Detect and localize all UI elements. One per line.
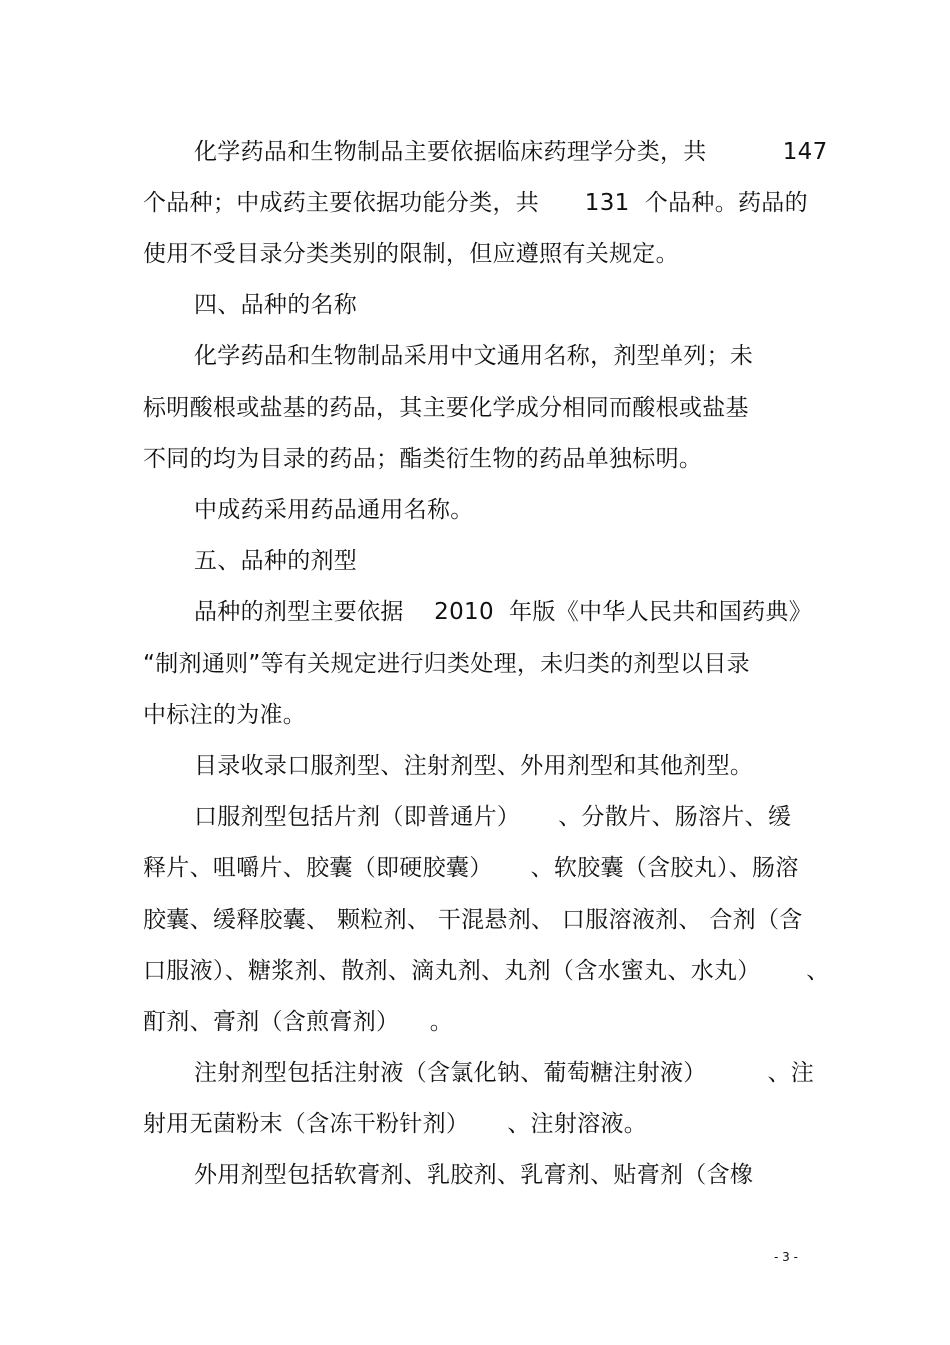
- paragraph-line: 中标注的为准。: [143, 702, 307, 728]
- paragraph-line: “制剂通则”等有关规定进行归类处理，未归类的剂型以目录: [143, 651, 750, 677]
- paragraph-line: 中成药采用药品通用名称。: [194, 497, 474, 523]
- section-heading: 五、品种的剂型: [194, 548, 358, 574]
- paragraph-line: 胶囊、缓释胶囊、 颗粒剂、 干混悬剂、 口服溶液剂、 合剂（含: [143, 907, 803, 933]
- page-number: - 3 -: [774, 1250, 798, 1264]
- paragraph-line: 使用不受目录分类类别的限制，但应遵照有关规定。: [143, 241, 679, 267]
- paragraph-line: 注射剂型包括注射液（含氯化钠、葡萄糖注射液） 、注: [194, 1060, 815, 1086]
- paragraph-line: 酊剂、膏剂（含煎膏剂） 。: [143, 1009, 454, 1035]
- paragraph-line: 个品种；中成药主要依据功能分类，共 131 个品种。药品的: [143, 190, 808, 216]
- paragraph-line: 化学药品和生物制品主要依据临床药理学分类，共 147: [194, 139, 828, 165]
- paragraph-line: 外用剂型包括软膏剂、乳胶剂、乳膏剂、贴膏剂（含橡: [194, 1162, 754, 1188]
- paragraph-line: 标明酸根或盐基的药品，其主要化学成分相同而酸根或盐基: [143, 395, 749, 421]
- paragraph-line: 口服剂型包括片剂（即普通片） 、分散片、肠溶片、缓: [194, 804, 792, 830]
- paragraph-line: 口服液）、糖浆剂、散剂、滴丸剂、丸剂（含水蜜丸、水丸） 、: [143, 958, 830, 984]
- paragraph-line: 射用无菌粉末（含冻干粉针剂） 、注射溶液。: [143, 1111, 648, 1137]
- paragraph-line: 不同的均为目录的药品；酯类衍生物的药品单独标明。: [143, 446, 703, 472]
- paragraph-line: 品种的剂型主要依据 2010 年版《中华人民共和国药典》: [194, 599, 812, 625]
- section-heading: 四、品种的名称: [194, 292, 358, 318]
- paragraph-line: 释片、咀嚼片、胶囊（即硬胶囊） 、软胶囊（含胶丸）、肠溶: [143, 855, 799, 881]
- paragraph-line: 目录收录口服剂型、注射剂型、外用剂型和其他剂型。: [194, 753, 754, 779]
- paragraph-line: 化学药品和生物制品采用中文通用名称，剂型单列；未: [194, 343, 754, 369]
